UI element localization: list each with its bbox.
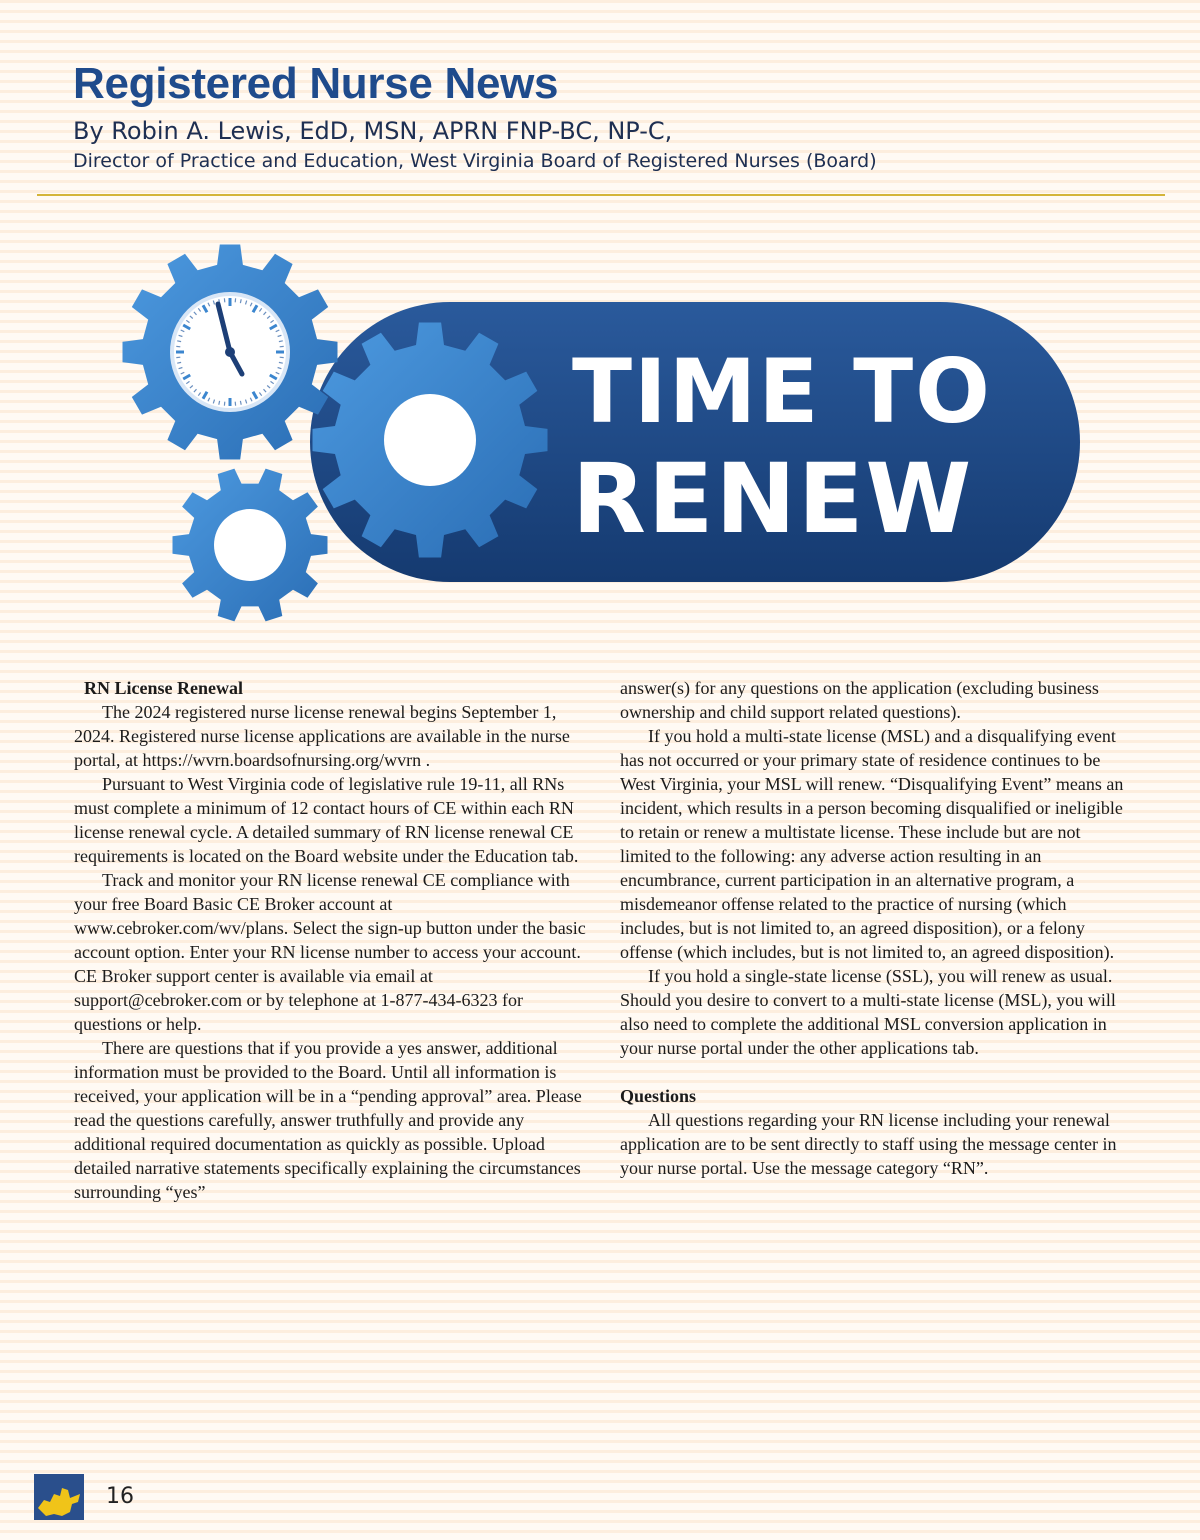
page-title: Registered Nurse News bbox=[73, 59, 559, 108]
banner-line-1: TIME TO bbox=[572, 340, 992, 443]
paragraph: If you hold a single-state license (SSL), you will renew as usual. Should you desire to convert to a multi-state license (MSL), you will also need to complete the additional MSL conversion application in your nurse portal under the other applications tab. bbox=[620, 966, 1116, 1058]
page-header bbox=[73, 58, 1163, 174]
section-heading-questions: Questions bbox=[620, 1086, 697, 1106]
banner-illustration bbox=[110, 240, 1090, 650]
paragraph: The 2024 registered nurse license renewal begins September 1, 2024. Registered nurse license applications are available in the nurse portal, at https://wvrn.boardsofnursing.org/wvrn . bbox=[74, 702, 570, 770]
clock-icon bbox=[172, 294, 288, 410]
gear-hole bbox=[214, 509, 286, 581]
time-to-renew-banner bbox=[110, 240, 1090, 650]
paragraph: All questions regarding your RN license including your renewal application are to be sent directly to staff using the message center in your nurse portal. Use the message category “RN”. bbox=[620, 1110, 1117, 1178]
page-number: 16 bbox=[106, 1484, 134, 1509]
clock-tick bbox=[177, 362, 181, 363]
clock-tick bbox=[177, 341, 181, 342]
clock-tick bbox=[240, 401, 241, 405]
paragraph: There are questions that if you provide a yes answer, additional information must be provided to the Board. Until all information is received, your application will be in a “pending approval” area. Please read the questions carefully, answer truthfully and provide any additional required documentation as quickly as possible. Upload detailed narrative statements specifically explaining the circumstances surrounding “yes” bbox=[74, 1038, 582, 1202]
clock-tick bbox=[279, 362, 283, 363]
paragraph: If you hold a multi-state license (MSL) and a disqualifying event has not occurred or your primary state of residence continues to be West Virginia, your MSL will renew. “Disqualifying Event” means an incident, which results in a person becoming disqualified or ineligible to retain or renew a multistate license. These include but are not limited to the following: any adverse action resulting in an encumbrance, current participation in an alternative program, a misdemeanor offense related to the practice of nursing (which includes, but is not limited to, an agreed disposition), or a felony offense (which includes, but is not limited to, an agreed disposition). bbox=[620, 726, 1124, 962]
section-heading-renewal: RN License Renewal bbox=[84, 678, 243, 698]
author-affiliation: Director of Practice and Education, West Virginia Board of Registered Nurses (Board) bbox=[73, 150, 877, 172]
clock-tick bbox=[279, 341, 283, 342]
article-column-right bbox=[620, 676, 1135, 1180]
paragraph: Track and monitor your RN license renewal CE compliance with your free Board Basic CE Broker account at www.cebroker.com/wv/plans. Select the sign-up button under the basic account option. Enter your RN license number to access your account. CE Broker support center is available via email at support@cebroker.com or by telephone at 1-877-434-6323 for questions or help. bbox=[74, 870, 586, 1034]
clock-tick bbox=[240, 299, 241, 303]
header-divider bbox=[37, 194, 1165, 196]
paragraph: Pursuant to West Virginia code of legislative rule 19-11, all RNs must complete a minimum of 12 contact hours of CE within each RN license renewal cycle. A detailed summary of RN license renewal CE requirements is located on the Board website under the Education tab. bbox=[74, 774, 579, 866]
west-virginia-icon bbox=[34, 1474, 84, 1520]
banner-line-2: RENEW bbox=[572, 443, 974, 555]
author-byline: By Robin A. Lewis, EdD, MSN, APRN FNP-BC, NP-C, bbox=[73, 117, 673, 145]
gear-hole bbox=[384, 394, 476, 486]
article-column-left bbox=[74, 676, 594, 1204]
paragraph-continuation: answer(s) for any questions on the application (excluding business ownership and child support related questions). bbox=[620, 678, 1099, 722]
clock-tick bbox=[219, 401, 220, 405]
gear-icon bbox=[173, 469, 328, 622]
